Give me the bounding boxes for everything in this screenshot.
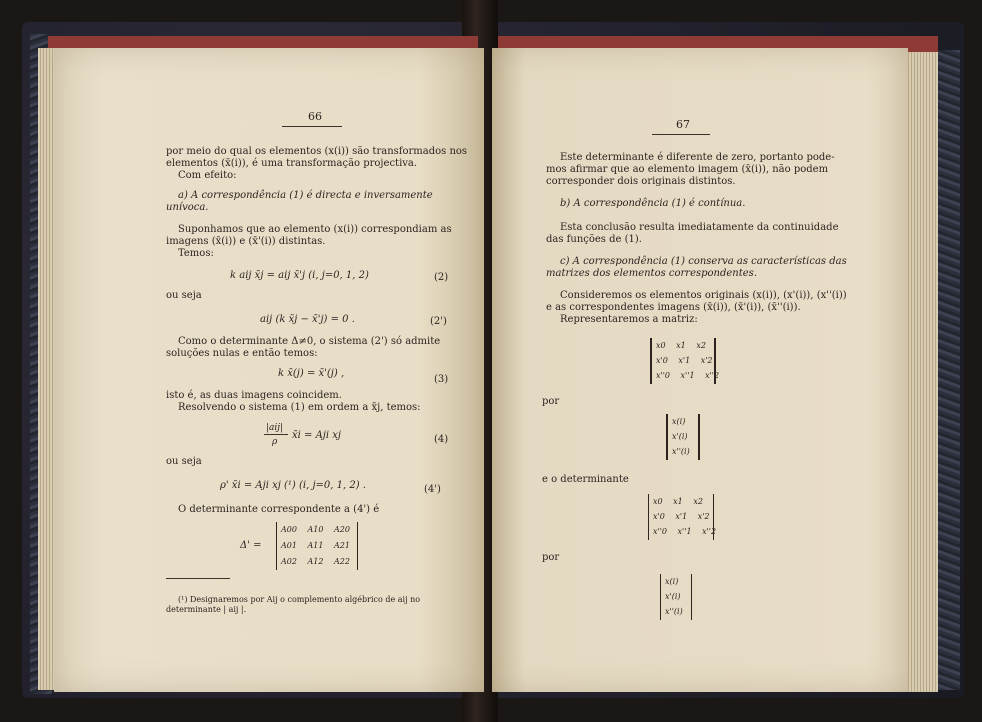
text-line: Este determinante é diferente de zero, portanto pode-: [560, 152, 835, 163]
text-line: Resolvendo o sistema (1) em ordem a x̄j, temos:: [178, 402, 421, 413]
matrix-row: [656, 355, 713, 367]
matrix-cell: x(i): [665, 577, 679, 586]
fraction-numerator: |aij|: [266, 423, 284, 433]
matrix-cell: x2: [693, 497, 703, 506]
equation-number: (2'): [430, 316, 447, 327]
text-line: das funções de (1).: [546, 234, 642, 245]
matrix-cell: A00: [281, 525, 297, 534]
equation-number: (3): [434, 374, 449, 385]
footnote: (¹) Designaremos por Aij o complemento algébrico de aij no: [178, 595, 421, 604]
matrix-cell: x''(i): [672, 447, 690, 456]
matrix-row: [281, 556, 353, 568]
matrix-cell: x''0: [653, 527, 667, 536]
matrix-cell: x'0: [656, 356, 668, 365]
matrix-cell: x2: [696, 341, 706, 350]
matrix-cell: A01: [281, 541, 297, 550]
matrix-row: [653, 496, 709, 508]
page-number: 67: [676, 118, 690, 131]
text-line: por: [542, 396, 560, 407]
page-stack-right: [906, 52, 938, 692]
matrix-row: [656, 370, 720, 382]
text-line: Representaremos a matriz:: [560, 314, 698, 325]
matrix-cell: x'0: [653, 512, 665, 521]
matrix-cell: x'(i): [672, 432, 688, 441]
matrix-cell: x''2: [705, 371, 720, 380]
text-line: Temos:: [178, 248, 214, 259]
matrix-cell: A22: [334, 557, 350, 566]
matrix-cell: x'2: [697, 512, 710, 521]
text-line: O determinante correspondente a (4') é: [178, 504, 380, 515]
text-line: isto é, as duas imagens coincidem.: [166, 390, 342, 401]
text-line: por: [542, 552, 560, 563]
matrix-cell: x1: [673, 497, 683, 506]
cover-marbled-right: [938, 50, 960, 690]
matrix-cell: x''1: [680, 371, 695, 380]
text-line: e as correspondentes imagens (x̄(i)), (x̄'(i)), (x̄''(i)).: [546, 302, 801, 313]
matrix-row: [656, 340, 710, 352]
text-line: unívoca.: [166, 202, 209, 213]
matrix-cell: x0: [656, 341, 666, 350]
text-line: c) A correspondência (1) conserva as características das: [560, 256, 847, 267]
delta-prime-label: Δ' =: [240, 540, 262, 551]
matrix-cell: x'2: [700, 356, 713, 365]
equation: aij (k x̄j − x̄'j) = 0 .: [260, 314, 355, 325]
matrix-cell: x(i): [672, 417, 686, 426]
equation-number: (2): [434, 272, 449, 283]
column-determinant-x: [660, 574, 692, 620]
text-line: e o determinante: [542, 474, 629, 485]
matrix-cell: A20: [334, 525, 350, 534]
text-line: corresponder dois originais distintos.: [546, 176, 736, 187]
text-line: Como o determinante Δ≠0, o sistema (2') só admite: [178, 336, 441, 347]
matrix-cell: A02: [281, 557, 297, 566]
equation-number: (4): [434, 434, 449, 445]
text-line: por meio do qual os elementos (x(i)) são transformados nos: [166, 146, 468, 157]
equation: x̄i = Aji xj: [292, 430, 342, 441]
equation: k x̄(j) = x̄'(j) ,: [278, 368, 345, 379]
text-line: Esta conclusão resulta imediatamente da continuidade: [560, 222, 839, 233]
text-line: Suponhamos que ao elemento (x(i)) correspondiam as: [178, 224, 452, 235]
header-rule: [652, 134, 710, 135]
matrix-cell: x''0: [656, 371, 670, 380]
matrix-cell: x'(i): [665, 592, 681, 601]
text-line: b) A correspondência (1) é contínua.: [560, 198, 746, 209]
column-x: [666, 414, 700, 460]
matrix-cell: A21: [334, 541, 350, 550]
fraction-bar: [264, 434, 288, 435]
matrix-row: [653, 511, 709, 523]
matrix-cell: x0: [653, 497, 663, 506]
footnote-rule: [166, 578, 230, 579]
matrix-cell: A11: [307, 541, 324, 550]
text-line: ou seja: [166, 290, 202, 301]
determinant-x: [648, 494, 717, 540]
header-rule: [282, 126, 342, 127]
equation: ρ' x̄i = Aji xj (¹) (i, j=0, 1, 2) .: [220, 480, 366, 491]
matrix-x: [650, 338, 720, 384]
text-line: Com efeito:: [178, 170, 237, 181]
matrix-cell: A12: [307, 557, 324, 566]
determinant-A: [276, 522, 358, 570]
matrix-row: [281, 524, 353, 536]
matrix-cell: x'1: [675, 512, 688, 521]
matrix-cell: x''(i): [665, 607, 683, 616]
text-line: mos afirmar que ao elemento imagem (x̄(i)), não podem: [546, 164, 829, 175]
text-line: soluções nulas e então temos:: [166, 348, 318, 359]
matrix-row: [281, 540, 353, 552]
fraction-denominator: ρ: [272, 437, 278, 447]
matrix-cell: x''2: [702, 527, 717, 536]
text-line: a) A correspondência (1) é directa e inversamente: [178, 190, 433, 201]
equation-number: (4'): [424, 484, 441, 495]
text-line: Consideremos os elementos originais (x(i)), (x'(i)), (x''(i)): [560, 290, 847, 301]
matrix-cell: x'1: [678, 356, 691, 365]
matrix-cell: x''1: [677, 527, 692, 536]
matrix-cell: x1: [676, 341, 686, 350]
left-page: [54, 48, 484, 692]
text-line: ou seja: [166, 456, 202, 467]
text-line: imagens (x̄(i)) e (x̄'(i)) distintas.: [166, 236, 326, 247]
text-line: matrizes dos elementos correspondentes.: [546, 268, 757, 279]
matrix-row: [653, 526, 717, 538]
page-number: 66: [308, 110, 322, 123]
text-line: elementos (x̄(i)), é uma transformação projectiva.: [166, 158, 418, 169]
matrix-cell: A10: [307, 525, 324, 534]
right-page: [492, 48, 908, 692]
equation: k aij x̄j = aij x̄'j (i, j=0, 1, 2): [230, 270, 369, 281]
footnote: determinante | aij |.: [166, 605, 247, 614]
